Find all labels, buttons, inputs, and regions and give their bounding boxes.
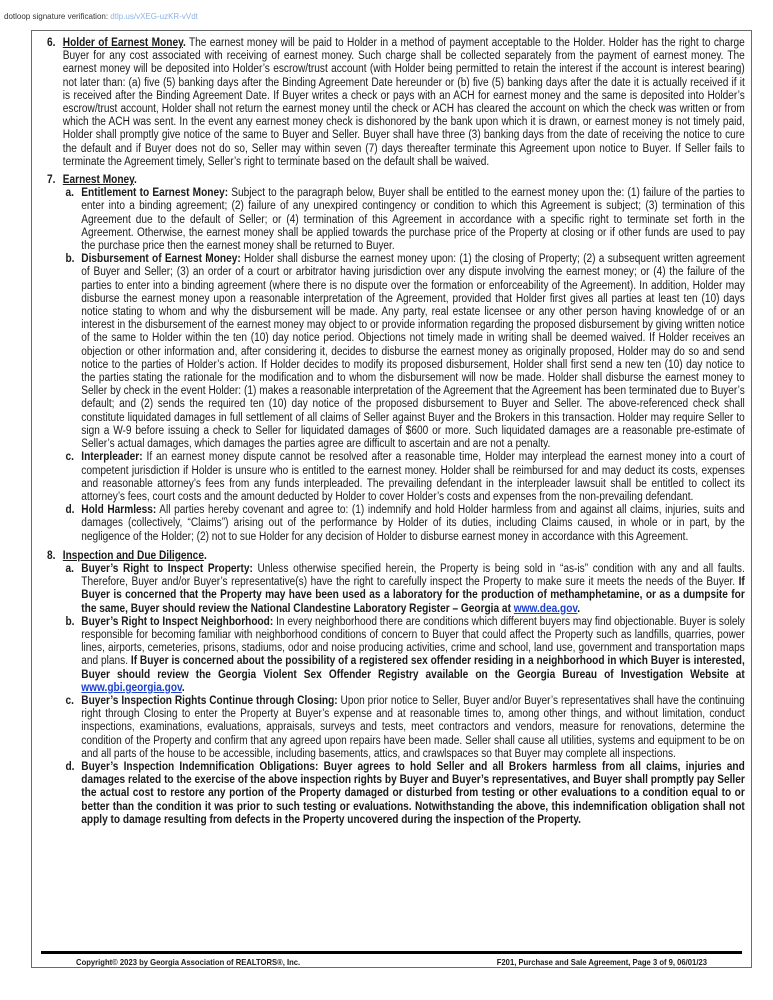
item-body: Upon prior notice to Seller, Buyer and/or Buyer’s representatives shall have the continuing right through Closing to enter the Property at Buyer’s expense and at reasonable times to, among other things, and without limitation, conduct inspections, examinations, evaluations, appraisals, surveys and tests, meet contractors and vendors, measure for renovations, determine the condition of the Property and confirm that any agreed upon repairs have been made. Seller shall cause all utilities, systems and equipment to be on and all parts of the house to be accessible, including basements, attics, and crawlspaces so that Buyer may complete all inspections. [81, 694, 745, 760]
item-letter: d. [65, 760, 75, 773]
page-footer [76, 957, 707, 967]
item-letter: c. [65, 694, 74, 707]
section-7d [32, 504, 753, 544]
item-lead: Interpleader: [81, 451, 143, 464]
item-bold-notice: If Buyer is concerned about the possibility of a registered sex offender residing in a neighborhood in which Buyer is interested, Buyer should review the Georgia Violent Sex Offender Registry available on the Georgia Bureau of Investigation Website at [81, 655, 745, 681]
item-body: Unless otherwise specified herein, the Property is being sold in “as-is” condition with any and all faults. Therefore, Buyer and/or Buyer’s representative(s) have the right to carefully inspect the Property to make sure it meets the needs of the Buyer. [81, 562, 745, 589]
section-7c [32, 451, 753, 504]
section-title: Inspection and Due Diligence [62, 549, 204, 562]
section-8-heading [32, 550, 753, 563]
title-end: . [134, 174, 137, 187]
item-lead: Buyer’s Inspection Indemnification Obligations: [81, 760, 319, 773]
gbi-link[interactable]: www.gbi.georgia.gov [81, 681, 182, 694]
section-7-heading [32, 174, 753, 187]
title-end: . [203, 549, 207, 562]
section-6 [32, 37, 753, 169]
section-number: 7. [46, 174, 56, 187]
item-body: If an earnest money dispute cannot be resolved after a reasonable time, Holder may interplead the earnest money into a court of competent jurisdiction if Holder is unsure who is entitled to the earnest money. Holder shall be reimbursed for and may deduct its costs, expenses and reasonable attorney’s fees from any funds interpleaded. The prevailing defendant in the interpleader lawsuit shall be entitled to collect its attorney’s fees, court costs and the amount deducted by Holder to cover Holder’s costs and expenses from the non-prevailing defendant. [81, 451, 745, 503]
section-7a [32, 187, 753, 253]
section-7b [32, 253, 753, 451]
section-8a [32, 563, 753, 616]
verification-link[interactable]: dtlp.us/vXEG-uzKR-vVdt [110, 12, 198, 21]
section-number: 6. [46, 37, 56, 49]
item-bold-notice: If Buyer is concerned that the Property may have been used as a laboratory for the production of methamphetamine, or as a dumpsite for the same, Buyer should review the National Clandestine Laboratory Register – Georgia at [81, 576, 745, 615]
document-page [31, 30, 752, 968]
item-lead: Buyer’s Inspection Rights Continue through Closing: [81, 694, 338, 707]
section-8b [32, 616, 753, 695]
item-body: In every neighborhood there are conditions which different buyers may find objectionable. Buyer is solely responsible for becoming familiar with neighborhood conditions of concern to Buyer that could affect the Property such as landfills, quarries, power lines, airports, cemeteries, prisons, stadiums, odor and noise producing activities, crime and school, land use, government and transportation maps and plans. [81, 615, 745, 668]
item-body: Holder shall disburse the earnest money upon: (1) the closing of Property; (2) a subsequent written agreement of Buyer and Seller; (3) an order of a court or arbitrator having jurisdiction over any dispute involving the earnest money; or (4) the failure of the parties to enter into a binding agreement (where there is no dispute over the formation or enforceability of the Agreement). In addition, Holder may disburse the earnest money upon a reasonable interpretation of the Agreement, provided that Holder first gives all parties at least ten (10) days notice stating to whom and why the disbursement will be made. Any party, real estate licensee or any other person having knowledge of or an interest in the disbursement of the earnest money may object to or provide information regarding the proposed disbursement by giving written notice of the same to Holder within the ten (10) day notice period. Objections not timely made in writing shall be deemed waived. If Holder receives an objection or other information and, after considering it, decides to disburse the earnest money as originally proposed, Holder may do so and send notice to the parties of Holder’s action. If Holder decides to modify its proposed disbursement, Holder shall first send a new ten (10) day notice to the parties stating the rationale for the modification and to whom the disbursement will now be made. Holder shall disburse the earnest money to Seller by check in the event Holder: (1) makes a reasonable interpretation of the Agreement that the Agreement has been terminated due to Buyer’s default; and (2) sends the required ten (10) day notice of the proposed disbursement to Buyer and Seller. The above-referenced check shall constitute liquidated damages in full settlement of all claims of Seller against Buyer and the Brokers in this transaction. Holder may require Seller to sign a W-9 before issuing a check to Seller for liquidated damages of $600 or more. Such liquidated damages are a reasonable pre-estimate of Seller’s actual damages, which damages the parties agree are difficult to ascertain and are not a penalty. [81, 253, 745, 451]
section-8d [32, 761, 753, 827]
dea-link[interactable]: www.dea.gov [513, 602, 578, 615]
item-lead: Buyer’s Right to Inspect Neighborhood: [81, 615, 274, 628]
item-end: . [577, 602, 581, 615]
item-body: All parties hereby covenant and agree to: (1) indemnify and hold Holder harmless from and against all claims, injuries, suits and damages (collectively, “Claims”) arising out of the performance by Holder of its duties, including Claims caused, in whole or in part, by the negligence of the Holder; (2) not to sue Holder for any decision of Holder to disburse earnest money in accordance with this Agreement. [81, 504, 745, 543]
item-lead: Buyer’s Right to Inspect Property: [81, 562, 253, 575]
item-lead: Disbursement of Earnest Money: [81, 253, 241, 266]
section-8c [32, 695, 753, 761]
form-page-info: F201, Purchase and Sale Agreement, Page 3 of 9, 06/01/23 [496, 957, 707, 967]
item-letter: a. [65, 562, 74, 575]
item-lead: Entitlement to Earnest Money: [81, 187, 229, 200]
item-body: Buyer agrees to hold Seller and all Brokers harmless from all claims, injuries and damages related to the exercise of the above inspection rights by Buyer and Buyer’s representatives, and Buyer shall promptly pay Seller the actual cost to restore any portion of the Property damaged or disturbed from testing or other evaluations to a condition equal to or better than the condition it was prior to such testing or evaluations. Notwithstanding the above, this indemnification obligation shall not apply to damage resulting from defects in the Property uncovered during the inspection of the Property. [81, 760, 745, 826]
item-letter: c. [65, 451, 74, 464]
title-end: . [182, 37, 186, 49]
item-letter: b. [65, 253, 75, 266]
verification-label: dotloop signature verification: [4, 12, 109, 21]
item-letter: b. [65, 615, 75, 628]
item-end: . [181, 681, 185, 694]
section-number: 8. [46, 549, 56, 562]
footer-rule [41, 951, 742, 954]
section-body: The earnest money will be paid to Holder in a method of payment acceptable to the Holder. Holder has the right to charge Buyer for any cost associated with receiving of earnest money. Such charge shall be collected separately from the payment of earnest money. The earnest money will be deposited into Holder’s escrow/trust account (with Holder being permitted to retain the interest if the account is interest bearing) not later than: (a) five (5) banking days after the Binding Agreement Date hereunder or (b) five (5) banking days after the date it is actually received if it is received after the Binding Agreement Date. If Buyer writes a check or pays with an ACH for earnest money and the same is deposited into Holder’s escrow/trust account, Holder shall not return the earnest money until the check or ACH has cleared the account on which the check was written or from which the ACH was sent. In the event any earnest money check is dishonored by the bank upon which it is drawn, or earnest money is not timely paid, Holder shall promptly give notice of the same to Buyer and Seller. Buyer shall have three (3) banking days from the date of receiving the notice to cure the default and if Buyer does not do so, Seller may within seven (7) days thereafter terminate this Agreement upon notice to Buyer. If Seller fails to terminate the Agreement timely, Seller’s right to terminate based on the default shall be waived. [62, 37, 745, 168]
section-title: Earnest Money [62, 174, 135, 187]
item-lead: Hold Harmless: [81, 504, 157, 517]
item-letter: d. [65, 504, 75, 517]
item-letter: a. [65, 187, 74, 200]
item-body: Subject to the paragraph below, Buyer shall be entitled to the earnest money upon the: (1) failure of the parties to enter into a binding agreement; (2) failure of any unexpired contingency or condition to which this Agreement is subject; (3) termination of this Agreement due to the default of Seller; or (4) termination of this Agreement in accordance with a specific right to terminate set forth in the Agreement. Otherwise, the earnest money shall be applied towards the purchase price of the Property at closing or if other funds are used to pay the purchase price then the earnest money shall be returned to Buyer. [81, 187, 745, 253]
section-title: Holder of Earnest Money [62, 37, 183, 49]
signature-verification [4, 12, 198, 21]
copyright: Copyright© 2023 by Georgia Association of REALTORS®, Inc. [76, 957, 301, 967]
